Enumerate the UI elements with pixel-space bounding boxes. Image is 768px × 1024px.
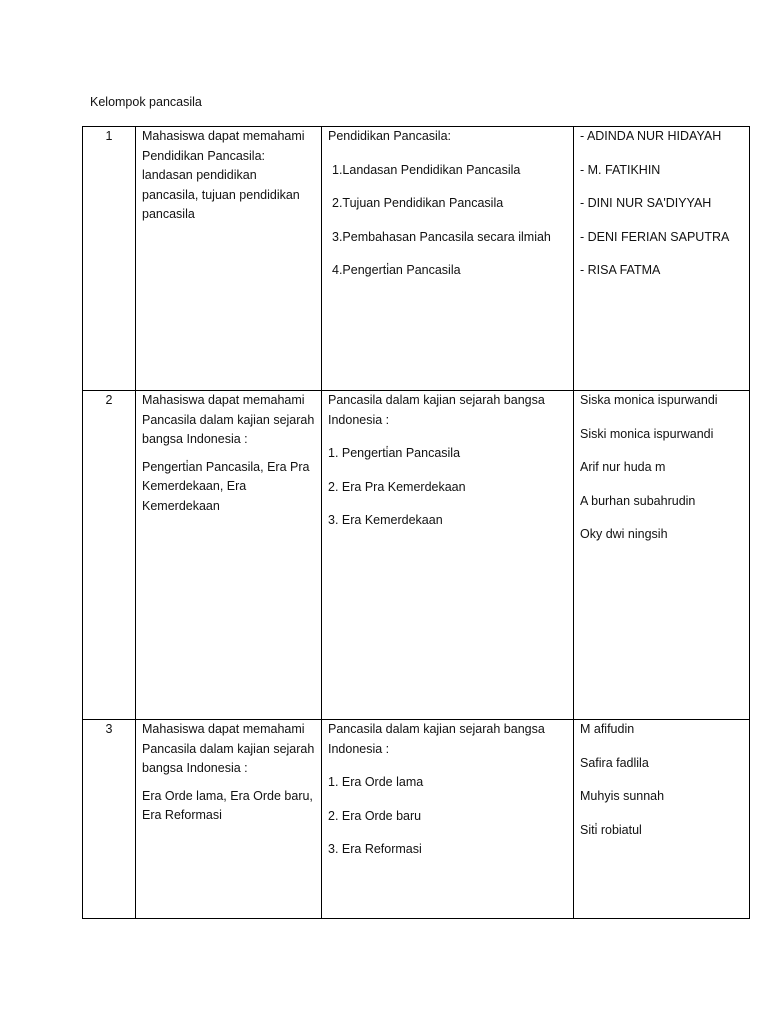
member-name: Siti̇ robiatul bbox=[580, 822, 642, 837]
table-row-3 bbox=[83, 720, 750, 919]
document-title: Kelompok pancasila bbox=[90, 95, 202, 109]
member-name: Arif nur huda m bbox=[580, 460, 666, 474]
objective-cell bbox=[136, 391, 322, 720]
topic-item: 1. Pengerti̇an Pancasila bbox=[328, 446, 461, 460]
topic-item: 1. Era Orde lama bbox=[328, 775, 424, 789]
topics-cell bbox=[322, 127, 574, 391]
member-name: Oky dwi ningsih bbox=[580, 527, 668, 541]
topic-item: 1.Landasan Pendidikan Pancasila bbox=[332, 162, 521, 177]
topic-item: 2. Era Pra Kemerdekaan bbox=[328, 479, 466, 494]
member-name: - ADINDA NUR HIDAYAH bbox=[580, 129, 722, 143]
objective-cell bbox=[136, 720, 322, 919]
objective-line: pancasila bbox=[142, 207, 195, 221]
objective-line: Mahasiswa dapat memahami bbox=[142, 722, 305, 736]
objective-line: Pancasila dalam kajian sejarah bbox=[142, 741, 315, 756]
topic-item: 2.Tujuan Pendidikan Pancasila bbox=[332, 196, 504, 210]
objective-detail-line: Era Orde lama, Era Orde baru, bbox=[142, 788, 313, 803]
member-name: - DENI FERIAN SAPUTRA bbox=[580, 229, 730, 244]
objective-line: Mahasiswa dapat memahami bbox=[142, 393, 305, 407]
objective-line: Mahasiswa dapat memahami bbox=[142, 129, 305, 143]
member-name: M afifudin bbox=[580, 722, 635, 736]
members-cell bbox=[574, 720, 750, 919]
topic-item: 3. Era Reformasi bbox=[328, 842, 422, 856]
row-number: 3 bbox=[83, 720, 136, 919]
objective-line: landasan pendidikan bbox=[142, 168, 257, 182]
objective-line: pancasila, tujuan pendidikan bbox=[142, 187, 300, 202]
topic-item: 2. Era Orde baru bbox=[328, 808, 422, 823]
topics-heading: Pendidikan Pancasila: bbox=[328, 129, 451, 143]
objective-line: Pancasila dalam kajian sejarah bbox=[142, 412, 315, 427]
row-number: 1 bbox=[83, 127, 136, 391]
topics-heading-line: Indonesia : bbox=[328, 412, 390, 427]
topics-heading-line: Pancasila dalam kajian sejarah bangsa bbox=[328, 393, 545, 407]
topic-item: 3. Era Kemerdekaan bbox=[328, 513, 443, 527]
table-row-1 bbox=[83, 127, 750, 391]
objective-detail-line: Era Reformasi bbox=[142, 808, 222, 822]
objective-cell bbox=[136, 127, 322, 391]
topic-item: 4.Pengerti̇an Pancasila bbox=[332, 263, 461, 277]
members-cell bbox=[574, 391, 750, 720]
member-name: - M. FATIKHIN bbox=[580, 162, 661, 177]
member-name: Siska monica ispurwandi bbox=[580, 393, 718, 407]
topic-item: 3.Pembahasan Pancasila secara ilmiah bbox=[332, 229, 551, 244]
topics-cell bbox=[322, 720, 574, 919]
table-row-2 bbox=[83, 391, 750, 720]
topics-heading-line: Pancasila dalam kajian sejarah bangsa bbox=[328, 722, 545, 736]
topics-heading bbox=[328, 391, 567, 430]
topics-heading-line: Indonesia : bbox=[328, 741, 390, 756]
member-name: Siski monica ispurwandi bbox=[580, 426, 714, 441]
objective-detail-line: Kemerdekaan bbox=[142, 498, 220, 513]
topics-cell bbox=[322, 391, 574, 720]
members-cell bbox=[574, 127, 750, 391]
member-name: - RISA FATMA bbox=[580, 263, 661, 277]
member-name: Safira fadlila bbox=[580, 755, 649, 770]
member-name: - DINI NUR SA'DIYYAH bbox=[580, 196, 712, 210]
objective-line: bangsa Indonesia : bbox=[142, 761, 248, 775]
member-name: Muhyis sunnah bbox=[580, 789, 665, 803]
objective-detail-line: Pengerti̇an Pancasila, Era Pra bbox=[142, 459, 310, 474]
topics-heading bbox=[328, 720, 567, 759]
member-name: A burhan subahrudin bbox=[580, 493, 696, 508]
objective-detail-line: Kemerdekaan, Era bbox=[142, 479, 247, 493]
row-number: 2 bbox=[83, 391, 136, 720]
objective-line: Pendidikan Pancasila: bbox=[142, 148, 265, 163]
objective-line: bangsa Indonesia : bbox=[142, 432, 248, 446]
group-table bbox=[82, 126, 750, 919]
